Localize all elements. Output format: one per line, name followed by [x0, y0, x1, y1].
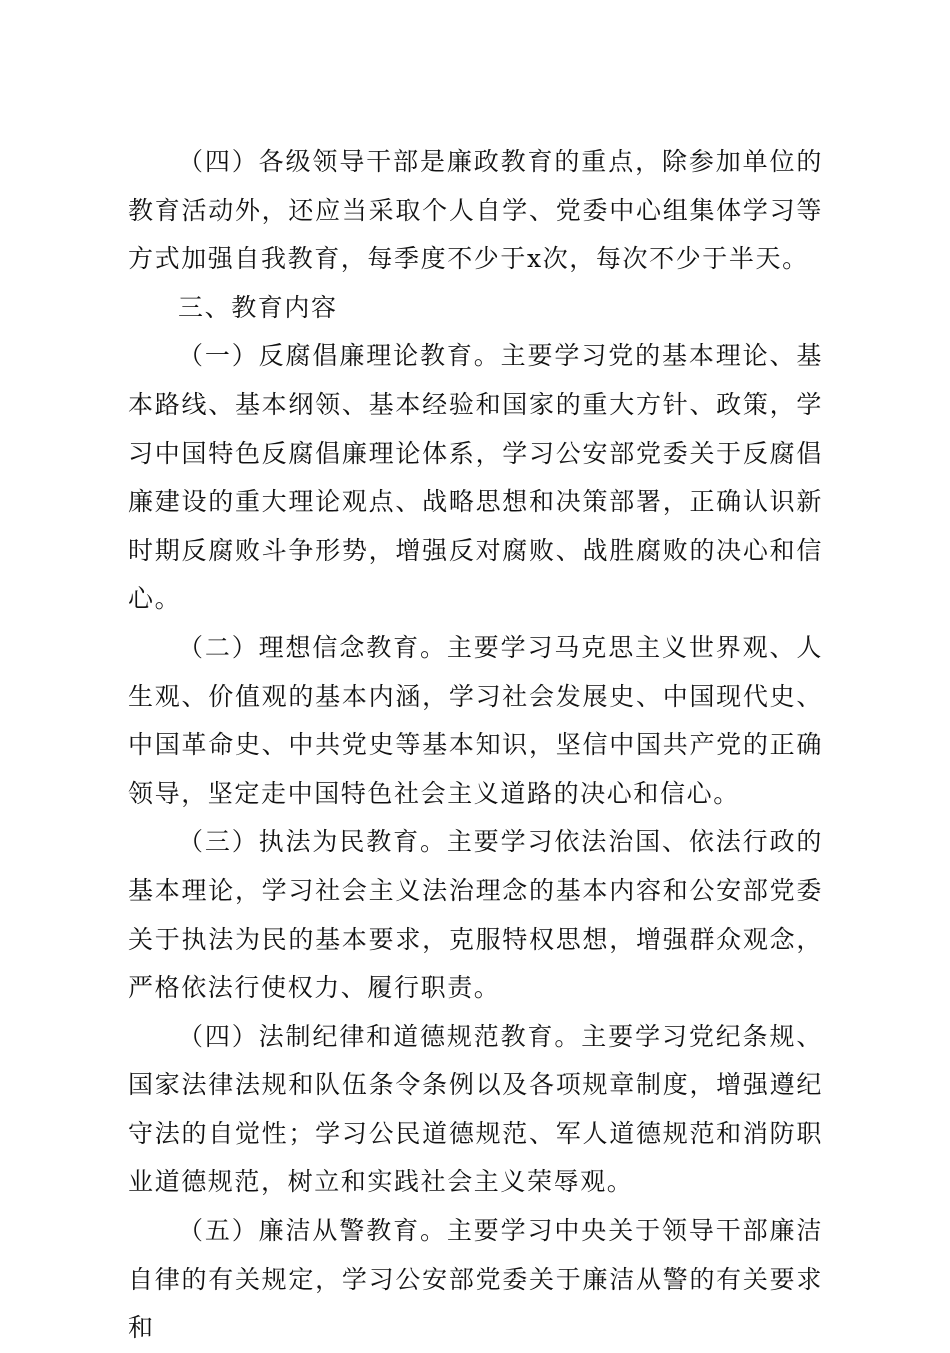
paragraph-lead: （四）法制纪律和道德规范教育。 [178, 1021, 582, 1051]
section-heading-education-content: 三、教育内容 [178, 292, 338, 322]
document-body [128, 138, 823, 1353]
paragraph-anti-corruption-theory [128, 332, 823, 624]
paragraph-text: 主要学习党的基本理论、基本路线、基本纲领、基本经验和国家的重大方针、政策，学习中国特色反腐倡廉理论体系，学习公安部党委关于反腐倡廉建设的重大理论观点、战略思想和决策部署，正确认识新时期反腐败斗争形势，增强反对腐败、战胜腐败的决心和信心。 [128, 341, 824, 614]
paragraph-lead: （三）执法为民教育。 [178, 827, 447, 857]
paragraph-text: 主要学习党纪条规、国家法律法规和队伍条令条例以及各项规章制度，增强遵纪守法的自觉性；学习公民道德规范、军人道德规范和消防职业道德规范，树立和实践社会主义荣辱观。 [128, 1021, 823, 1197]
paragraph-text: 主要学习马克思主义世界观、人生观、价值观的基本内涵，学习社会发展史、中国现代史、中国革命史、中共党史等基本知识，坚信中国共产党的正确领导，坚定走中国特色社会主义道路的决心和信心。 [128, 632, 823, 808]
paragraph-ideals-beliefs [128, 624, 823, 818]
paragraph-lead: （五）廉洁从警教育。 [178, 1216, 447, 1246]
paragraph-lead: （一）反腐倡廉理论教育。 [178, 341, 501, 371]
paragraph-text: （四）各级领导干部是廉政教育的重点，除参加单位的教育活动外，还应当采取个人自学、党委中心组集体学习等方式加强自我教育，每季度不少于x次，每次不少于半天。 [128, 147, 823, 274]
paragraph-discipline-ethics [128, 1013, 823, 1207]
paragraph-text: 主要学习中央关于领导干部廉洁自律的有关规定，学习公安部党委关于廉洁从警的有关要求和 [128, 1216, 823, 1343]
paragraph-leadership-education [128, 138, 823, 284]
paragraph-text: 主要学习依法治国、依法行政的基本理论，学习社会主义法治理念的基本内容和公安部党委关于执法为民的基本要求，克服特权思想，增强群众观念，严格依法行使权力、履行职责。 [128, 827, 823, 1003]
paragraph-law-enforcement [128, 818, 823, 1012]
paragraph-integrity-policing [128, 1207, 823, 1353]
paragraph-lead: （二）理想信念教育。 [178, 632, 447, 662]
